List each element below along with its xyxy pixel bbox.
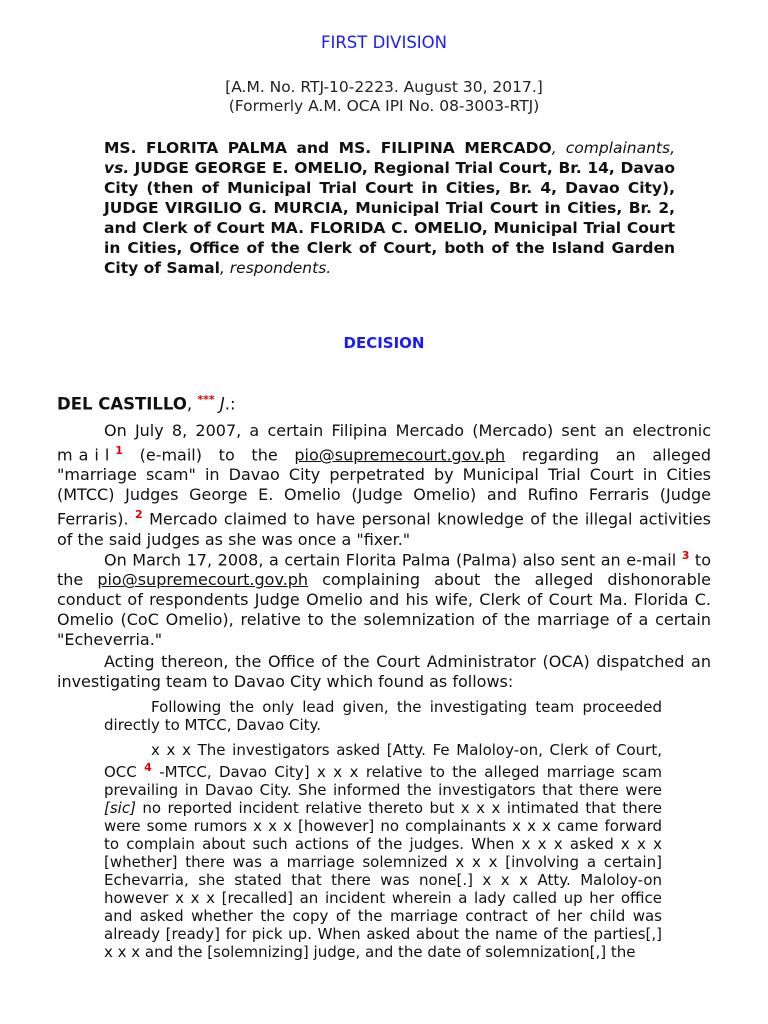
- quote-1-text: Following the only lead given, the investigating team proceeded directly to MTCC, Davao City.: [104, 698, 662, 734]
- paragraph-1: [57, 421, 711, 550]
- footnote-link-3[interactable]: 3: [681, 549, 690, 562]
- decision-heading: DECISION: [343, 334, 425, 352]
- respondents-label: , respondents.: [219, 259, 332, 277]
- quote-paragraph-2: [104, 741, 662, 961]
- case-caption: [0, 78, 768, 116]
- formerly-case-number: (Formerly A.M. OCA IPI No. 08-3003-RTJ): [228, 97, 540, 115]
- ponente-line: DEL CASTILLO, *** J.:: [57, 393, 236, 414]
- footnote-link-4[interactable]: 4: [144, 761, 152, 774]
- p1-text-c: regarding an alleged "marriage scam" in Davao City perpetrated by Municipal Trial Court in Cities (MTCC) Judges George E. Omelio (Judge Omelio) and Rufino Ferraris (Judge Ferraris).: [57, 445, 712, 529]
- p1-text-a: On July 8, 2007, a certain Filipina Mercado (Mercado) sent an electronic: [104, 421, 711, 440]
- paragraph-2: [57, 546, 711, 650]
- footnote-link-1[interactable]: 1: [115, 444, 123, 457]
- quote-2-text-c: no reported incident relative thereto but x x x intimated that there were some rumors x x x [however] no complainants x x x came forward to complain about such actions of the judges. When x x x asked x x x [whether] there was a marriage solemnized x x x [involving a certain] Echevarria, she stated that there was none[.] x x x Atty. Maloloy-on however x x x [recalled] an incident wherein a lady called up her office and asked whether the copy of the marriage contract of her child was already [ready] for pick up. When asked about the name of the parties[,] x x x and the [solemnizing] judge, and the date of solemnization[,] the: [104, 799, 662, 961]
- division-heading: FIRST DIVISION: [320, 33, 447, 52]
- complainants-names: MS. FLORITA PALMA and MS. FILIPINA MERCADO: [104, 139, 552, 157]
- case-parties: [104, 138, 675, 278]
- quote-2-text-a: x x x The investigators asked [Atty. Fe Maloloy-on, Clerk of Court, OCC: [104, 741, 662, 781]
- p3-text: Acting thereon, the Office of the Court Administrator (OCA) dispatched an investigating team to Davao City which found as follows:: [57, 652, 711, 691]
- p1-text-b: (e-mail) to the: [122, 445, 295, 465]
- email-link[interactable]: pio@supremecourt.gov.ph: [97, 570, 309, 590]
- ponente-suffix: .:: [224, 394, 236, 414]
- versus: vs.: [104, 159, 130, 177]
- p2-text-c: complaining about the alleged dishonorable conduct of respondents Judge Omelio and his wife, Clerk of Court Ma. Florida C. Omelio (CoC Omelio), relative to the solemnization of the marriage of a certain "Echeverria.": [57, 570, 712, 650]
- quote-paragraph-1: [104, 698, 662, 734]
- p2-text-b: to the: [57, 550, 711, 590]
- sic-marker: [sic]: [104, 799, 136, 817]
- case-number: [A.M. No. RTJ-10-2223. August 30, 2017.]: [225, 78, 543, 96]
- p2-text-a: On March 17, 2008, a certain Florita Palma (Palma) also sent an e-mail: [104, 550, 682, 570]
- email-link[interactable]: pio@supremecourt.gov.ph: [294, 445, 506, 465]
- complainants-label: , complainants,: [551, 139, 675, 157]
- respondents-names: JUDGE GEORGE E. OMELIO, Regional Trial Court, Br. 14, Davao City (then of Municipal Trial Court in Cities, Br. 4, Davao City), JUDGE VIRGILIO G. MURCIA, Municipal Trial Court in Cities, Br. 2, and Clerk of Court MA. FLORIDA C. OMELIO, Municipal Trial Court in Cities, Office of the Clerk of Court, both of the Island Garden City of Samal: [104, 159, 676, 277]
- p1-mail: mail: [57, 445, 116, 465]
- justice-title: J: [219, 394, 225, 414]
- p1-text-d: Mercado claimed to have personal knowledge of the illegal activities of the said judges as she was once a "fixer.": [57, 509, 711, 549]
- footnote-link-stars[interactable]: ***: [197, 393, 215, 406]
- paragraph-3: [57, 652, 711, 692]
- ponente-name: DEL CASTILLO: [57, 394, 187, 414]
- footnote-link-2[interactable]: 2: [134, 508, 143, 522]
- quote-2-text-b: -MTCC, Davao City] x x x relative to the alleged marriage scam prevailing in Davao City. She informed the investigators that there were: [104, 763, 662, 799]
